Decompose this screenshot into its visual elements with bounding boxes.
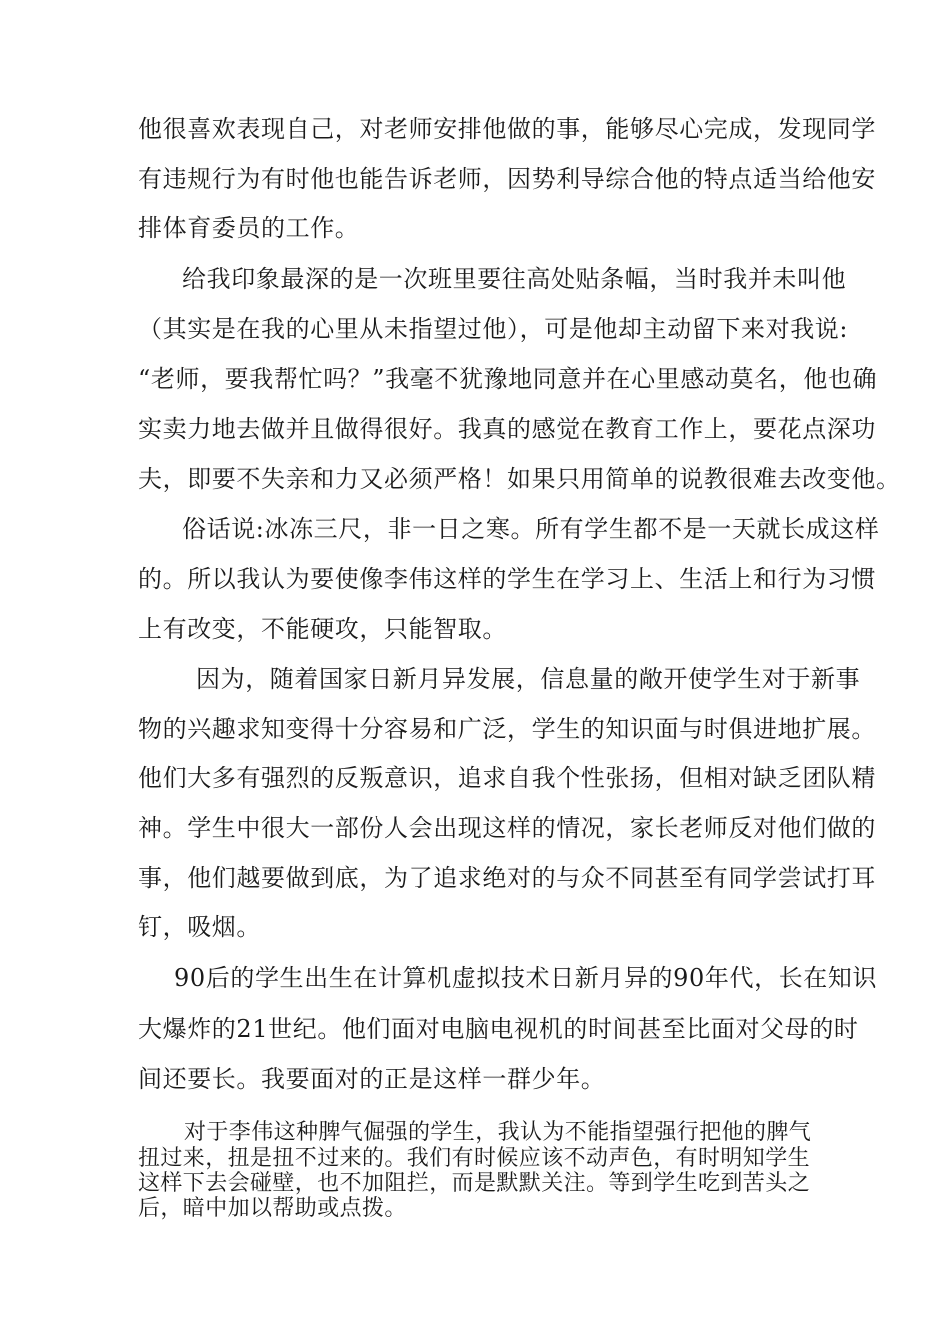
- paragraph-4-line-1: 因为，随着国家日新月异发展，信息量的敞开使学生对于新事: [196, 665, 861, 693]
- paragraph-5-line-1: 90后的学生出生在计算机虚拟技术日新月异的90年代，长在知识: [174, 964, 878, 992]
- paragraph-4-line-4: 神。学生中很大一部份人会出现这样的情况，家长老师反对他们做的: [138, 814, 876, 842]
- paragraph-1-line-2: 有违规行为有时他也能告诉老师，因势利导综合他的特点适当给他安: [138, 165, 876, 193]
- paragraph-5-line-2: 大爆炸的21世纪。他们面对电脑电视机的时间甚至比面对父母的时: [138, 1015, 859, 1043]
- paragraph-2-line-1: 给我印象最深的是一次班里要往高处贴条幅，当时我并未叫他: [182, 265, 847, 293]
- paragraph-4-line-3: 他们大多有强烈的反叛意识，追求自我个性张扬，但相对缺乏团队精: [138, 764, 876, 792]
- paragraph-1-line-1: 他很喜欢表现自己，对老师安排他做的事，能够尽心完成，发现同学: [138, 115, 876, 143]
- paragraph-6-line-1: 对于李伟这种脾气倔强的学生，我认为不能指望强行把他的脾气: [184, 1120, 812, 1145]
- paragraph-5-line-3: 间还要长。我要面对的正是这样一群少年。: [138, 1065, 606, 1093]
- paragraph-2-line-3: “老师，要我帮忙吗？”我毫不犹豫地同意并在心里感动莫名，他也确: [138, 365, 878, 393]
- paragraph-3-line-3: 上有改变，不能硬攻，只能智取。: [138, 615, 507, 643]
- paragraph-1-line-3: 排体育委员的工作。: [138, 214, 360, 242]
- paragraph-6-line-3: 这样下去会碰壁，也不加阻拦，而是默默关注。等到学生吃到苦头之: [138, 1171, 811, 1196]
- paragraph-6-line-2: 扭过来，扭是扭不过来的。我们有时候应该不动声色，有时明知学生: [138, 1146, 811, 1171]
- paragraph-6-line-4: 后，暗中加以帮助或点拨。: [138, 1196, 407, 1221]
- paragraph-2-line-5: 夫，即要不失亲和力又必须严格！如果只用简单的说教很难去改变他。: [138, 465, 901, 493]
- paragraph-2-line-2: （其实是在我的心里从未指望过他），可是他却主动留下来对我说:: [138, 315, 849, 343]
- paragraph-4-line-2: 物的兴趣求知变得十分容易和广泛，学生的知识面与时俱进地扩展。: [138, 715, 876, 743]
- paragraph-2-line-4: 实卖力地去做并且做得很好。我真的感觉在教育工作上，要花点深功: [138, 415, 876, 443]
- paragraph-3-line-2: 的。所以我认为要使像李伟这样的学生在学习上、生活上和行为习惯: [138, 565, 876, 593]
- paragraph-3-line-1: 俗话说:冰冻三尺，非一日之寒。所有学生都不是一天就长成这样: [182, 515, 880, 543]
- paragraph-4-line-6: 钉，吸烟。: [138, 913, 261, 941]
- paragraph-4-line-5: 事，他们越要做到底，为了追求绝对的与众不同甚至有同学尝试打耳: [138, 864, 876, 892]
